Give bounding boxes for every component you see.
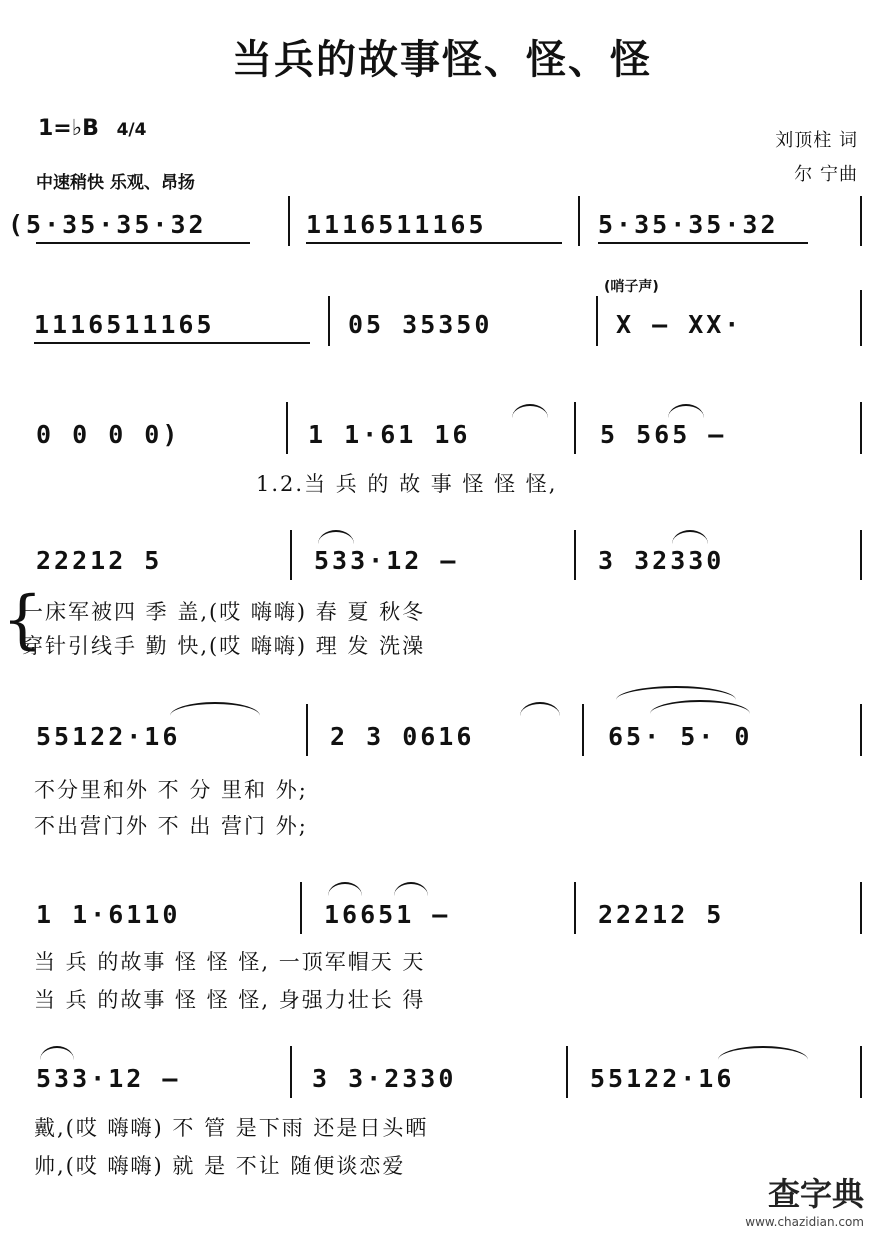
- key-signature: [38, 116, 146, 141]
- barline: [860, 196, 862, 246]
- barline: [860, 290, 862, 346]
- underline: [306, 242, 562, 244]
- row5-bar3: 65· 5· 0: [608, 722, 753, 751]
- barline: [582, 704, 584, 756]
- row1-bar3: 5·35·35·32: [598, 210, 779, 239]
- row6-bar1: 1 1·6110: [36, 900, 181, 929]
- row6-bar3: 22212 5: [598, 900, 725, 929]
- barline: [306, 704, 308, 756]
- row7-lyrics-verse1: 戴,(哎 嗨嗨) 不 管 是下雨 还是日头晒: [34, 1116, 429, 1140]
- barline: [566, 1046, 568, 1098]
- slur: [394, 882, 428, 896]
- row7-lyrics-verse2: 帅,(哎 嗨嗨) 就 是 不让 随便谈恋爱: [34, 1154, 406, 1178]
- barline: [860, 402, 862, 454]
- barline: [578, 196, 580, 246]
- row3-bar1: 0 0 0 0): [36, 420, 181, 449]
- row5-lyrics-verse2: 不出营门外 不 出 营门 外;: [34, 814, 308, 838]
- slur: [520, 702, 560, 716]
- barline: [574, 882, 576, 934]
- barline: [328, 296, 330, 346]
- barline: [860, 882, 862, 934]
- watermark-url: www.chazidian.com: [745, 1215, 864, 1229]
- tempo-marking: 中速稍快 乐观、昂扬: [36, 173, 195, 193]
- row5-bar2: 2 3 0616: [330, 722, 475, 751]
- watermark: [745, 1169, 864, 1229]
- row7-bar3: 55122·16: [590, 1064, 735, 1093]
- row7-bar1: 533·12 –: [36, 1064, 181, 1093]
- slur: [718, 1046, 808, 1060]
- slur: [170, 702, 260, 716]
- barline: [290, 530, 292, 580]
- slur: [512, 404, 548, 418]
- lyricist-credit: 刘顶柱 词: [775, 130, 858, 151]
- slur: [672, 530, 708, 544]
- key-text: 1=♭B: [38, 116, 99, 141]
- barline: [288, 196, 290, 246]
- barline: [860, 530, 862, 580]
- row2-bar2: 05 35350: [348, 310, 493, 339]
- barline: [860, 704, 862, 756]
- row1-bar2: 1116511165: [306, 210, 487, 239]
- underline: [36, 242, 250, 244]
- underline: [34, 342, 310, 344]
- row7-bar2: 3 3·2330: [312, 1064, 457, 1093]
- row5-bar1: 55122·16: [36, 722, 181, 751]
- barline: [574, 402, 576, 454]
- slur: [328, 882, 362, 896]
- barline: [290, 1046, 292, 1098]
- slur: [318, 530, 354, 544]
- row6-bar2: 16651 –: [324, 900, 451, 929]
- row3-bar3: 5 565 –: [600, 420, 727, 449]
- row2-bar1: 1116511165: [34, 310, 215, 339]
- row4-lyrics-verse1: 一床军被四 季 盖,(哎 嗨嗨) 春 夏 秋冬: [22, 600, 426, 624]
- row3-lyrics: 1.2.当 兵 的 故 事 怪 怪 怪,: [256, 472, 558, 496]
- watermark-logo: 查字典: [767, 1175, 864, 1213]
- song-title: 当兵的故事怪、怪、怪: [232, 37, 652, 83]
- barline: [860, 1046, 862, 1098]
- row4-bar1: 22212 5: [36, 546, 163, 575]
- slur: [668, 404, 704, 418]
- barline: [574, 530, 576, 580]
- row6-lyrics-verse2: 当 兵 的故事 怪 怪 怪, 身强力壮长 得: [34, 988, 426, 1012]
- slur: [616, 686, 736, 700]
- barline: [596, 296, 598, 346]
- time-signature: 4/4: [116, 120, 147, 140]
- row5-lyrics-verse1: 不分里和外 不 分 里和 外;: [34, 778, 308, 802]
- barline: [286, 402, 288, 454]
- underline: [598, 242, 808, 244]
- whistle-annotation: (哨子声): [604, 279, 659, 295]
- row4-bar2: 533·12 –: [314, 546, 459, 575]
- row6-lyrics-verse1: 当 兵 的故事 怪 怪 怪, 一顶军帽天 天: [34, 950, 426, 974]
- slur: [40, 1046, 74, 1060]
- slur: [650, 700, 750, 714]
- barline: [300, 882, 302, 934]
- composer-credit: 尔 宁曲: [794, 164, 858, 185]
- row1-bar1: (5·35·35·32: [8, 210, 207, 239]
- row2-bar3: X – XX·: [616, 310, 743, 339]
- verse-brace: {: [2, 583, 43, 657]
- row3-bar2: 1 1·61 16: [308, 420, 471, 449]
- row4-bar3: 3 32330: [598, 546, 725, 575]
- row4-lyrics-verse2: 穿针引线手 勤 快,(哎 嗨嗨) 理 发 洗澡: [22, 634, 426, 658]
